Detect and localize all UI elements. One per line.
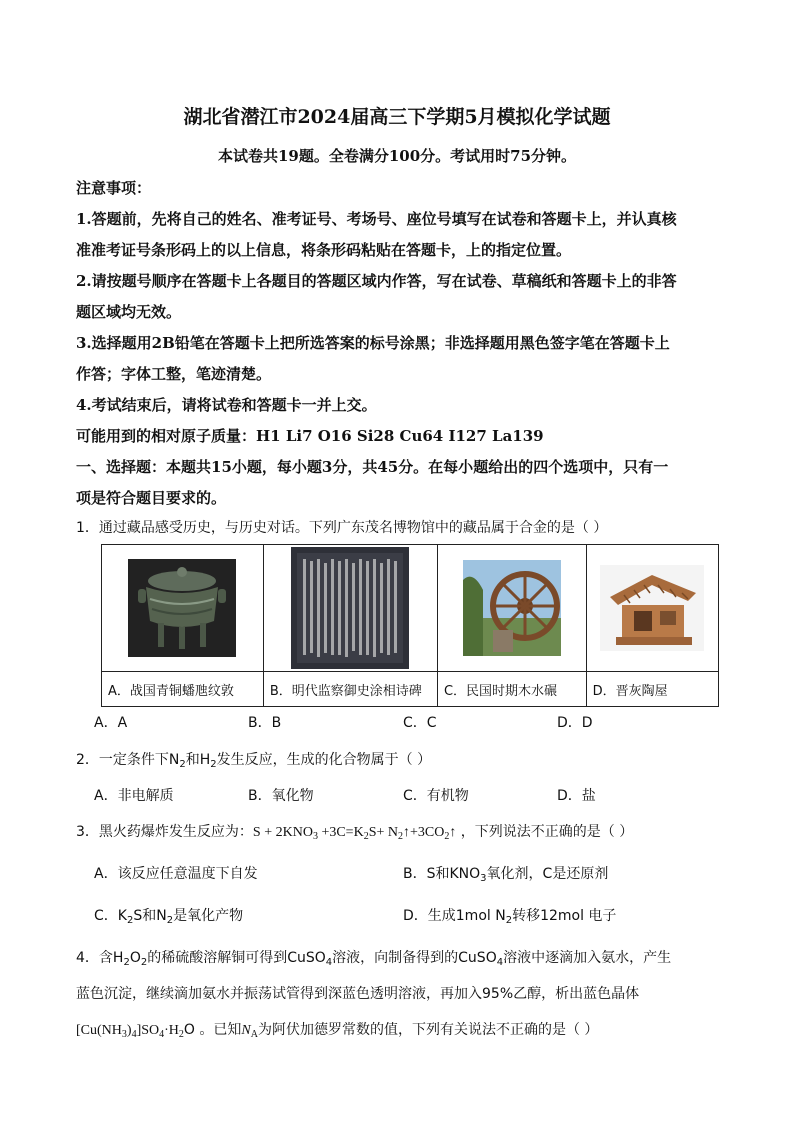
exam-info: 本试卷共19题。全卷满分100分。考试用时75分钟。: [217, 147, 577, 165]
section-1-heading: 一、选择题：本题共15小题，每小题3分，共45分。在每小题给出的四个选项中，只有一: [76, 458, 669, 476]
q2-option-c: C．有机物: [403, 788, 469, 804]
artifact-cell-d: [586, 545, 718, 672]
stone-stele-rubbing-image: [291, 547, 409, 669]
notice-item-1: 1.答题前，先将自己的姓名、准考证号、考场号、座位号填写在试卷和答题卡上，并认真核: [76, 210, 677, 228]
artifact-caption-d: D．晋灰陶屋: [586, 672, 718, 707]
artifact-cell-c: [437, 545, 586, 672]
q3-option-a: A．该反应任意温度下自发: [94, 866, 258, 882]
q1-option-a: A．A: [94, 715, 128, 731]
wooden-water-wheel-image: [463, 560, 561, 656]
section-1-heading-cont: 项是符合题目要求的。: [76, 489, 227, 507]
artifact-cell-a: [102, 545, 264, 672]
q3-option-c: C．$K_2S$和$N_2$是氧化产物: [94, 908, 244, 926]
artifact-caption-c: C．民国时期木水碾: [437, 672, 586, 707]
question-4-stem-line-1: 4．含$H_2O_2$的稀硫酸溶解铜可得到CuSO$_4$溶液，向制备得到的CuSO$_4$溶液中逐滴加入氨水，产生: [76, 950, 672, 968]
notice-item-2-cont: 题区域均无效。: [76, 303, 182, 321]
notice-item-4: 4.考试结束后，请将试卷和答题卡一并上交。: [76, 396, 377, 414]
notice-item-2: 2.请按题号顺序在答题卡上各题目的答题区域内作答，写在试卷、草稿纸和答题卡上的非答: [76, 272, 677, 290]
q3-option-d: D．生成1mol $N_2$转移12mol 电子: [403, 908, 617, 926]
q2-option-b: B．氧化物: [248, 788, 314, 804]
question-3-stem: 3．黑火药爆炸发生反应为：$S + 2KNO_3 +3C=K_2S+$ $N_2↑+3CO_2↑$ ，下列说法不正确的是（ ）: [76, 824, 634, 842]
notice-item-3-cont: 作答；字体工整，笔迹清楚。: [76, 365, 272, 383]
question-1-stem: 1．通过藏品感受历史，与历史对话。下列广东茂名博物馆中的藏品属于合金的是（ ）: [76, 520, 608, 536]
notice-item-1-cont: 准准考证号条形码上的以上信息，将条形码粘贴在答题卡，上的指定位置。: [76, 241, 572, 259]
artifact-caption-b: B．明代监察御史涂相诗碑: [263, 672, 437, 707]
question-4-stem-line-3: $[Cu(NH_3)_4]SO_4\cdot H_2O$ 。已知$N_A$为阿伏加德罗常数的值，下列有关说法不正确的是（ ）: [76, 1022, 599, 1040]
question-1-artifact-table: [101, 544, 719, 707]
bronze-dun-vessel-image: [128, 559, 236, 657]
question-4-stem-line-2: 蓝色沉淀，继续滴加氨水并振荡试管得到深蓝色透明溶液，再加入95%乙醇，析出蓝色晶体: [76, 986, 640, 1002]
atomic-mass-list: 可能用到的相对原子质量：H1 Li7 O16 Si28 Cu64 I127 La139: [76, 427, 544, 445]
artifact-caption-a: A．战国青铜蟠虺纹敦: [102, 672, 264, 707]
reaction-equation: $S + 2KNO_3 +3C=K_2S+$ $N_2↑+3CO_2↑$: [252, 825, 457, 842]
question-2-stem: 2．一定条件下$N_2$和$H_2$发生反应，生成的化合物属于（ ）: [76, 752, 432, 770]
crystal-formula: $[Cu(NH_3)_4]SO_4\cdot H_2$: [76, 1023, 184, 1040]
notice-item-3: 3.选择题用2B铅笔在答题卡上把所选答案的标号涂黑；非选择题用黑色签字笔在答题卡上: [76, 334, 670, 352]
q1-option-c: C．C: [403, 715, 437, 731]
q2-option-a: A．非电解质: [94, 788, 174, 804]
q1-option-d: D．D: [557, 715, 593, 731]
grey-pottery-house-image: [600, 565, 704, 651]
artifact-cell-b: [263, 545, 437, 672]
q2-option-d: D．盐: [557, 788, 596, 804]
notice-heading: 注意事项：: [76, 179, 152, 197]
q1-option-b: B．B: [248, 715, 282, 731]
page-title: 湖北省潜江市2024届高三下学期5月模拟化学试题: [183, 106, 611, 128]
q3-option-b: B．S和$KNO_3$氧化剂，C是还原剂: [403, 866, 609, 884]
